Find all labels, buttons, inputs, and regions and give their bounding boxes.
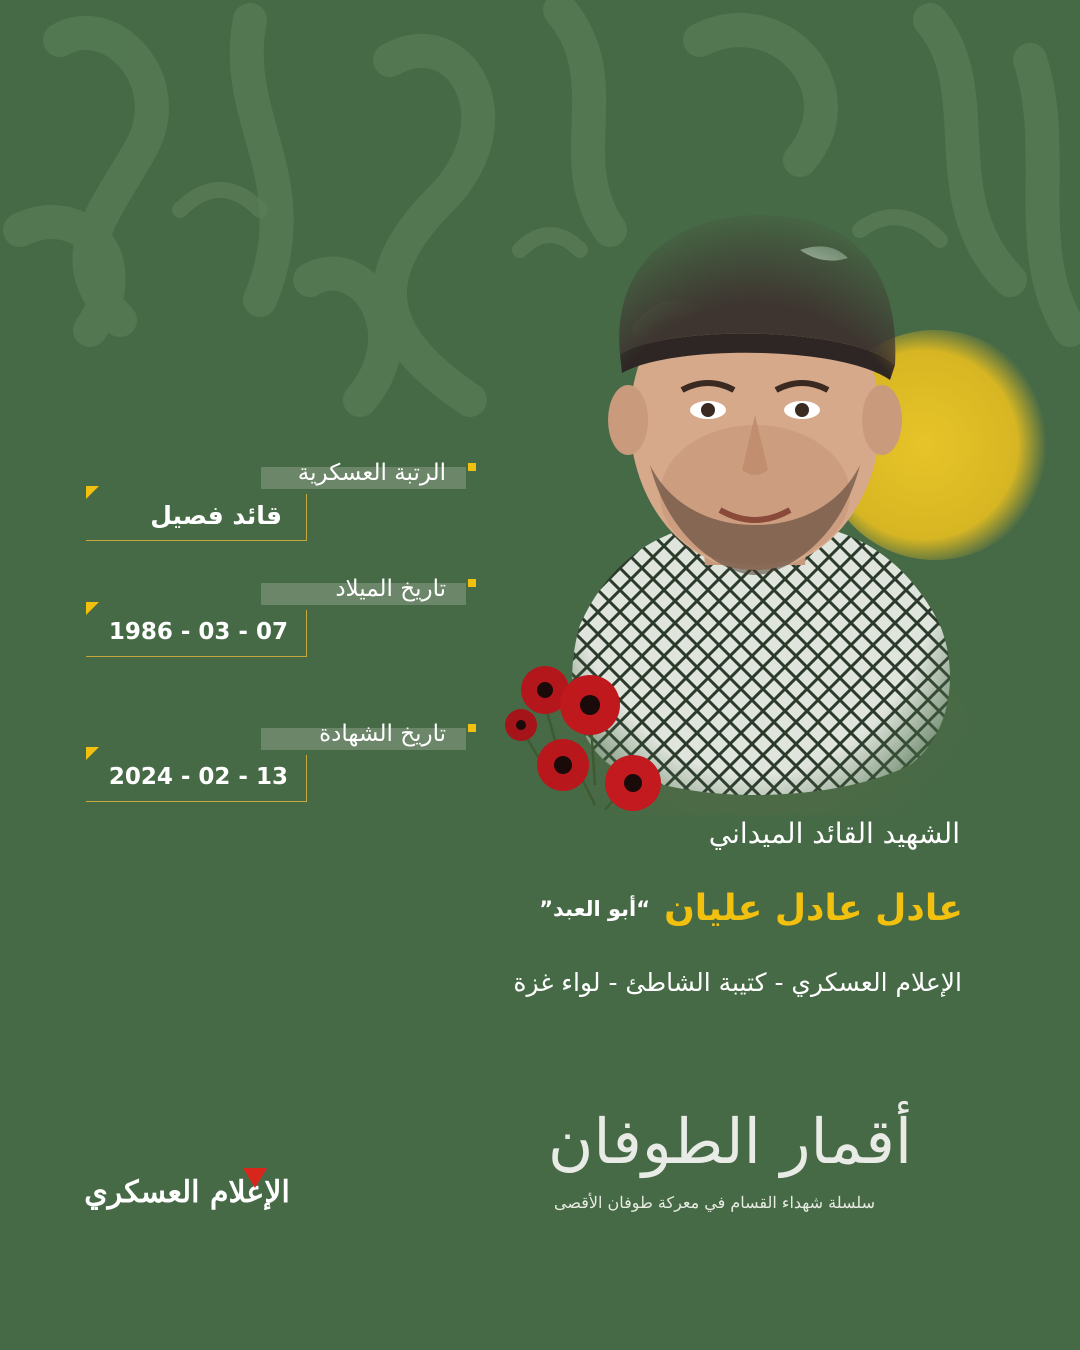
name-row xyxy=(539,888,963,929)
value-corner-triangle xyxy=(86,602,99,615)
martyr-name: عادل عادل عليان xyxy=(664,888,963,929)
value-box xyxy=(86,610,307,657)
info-birth xyxy=(86,576,476,683)
info-martyrdom xyxy=(86,721,476,828)
label-bullet xyxy=(468,724,476,732)
nickname: “أبو العبد” xyxy=(539,897,651,921)
poppy-flowers xyxy=(495,655,680,820)
martyrdom-label: تاريخ الشهادة xyxy=(319,721,446,747)
label-bullet xyxy=(468,463,476,471)
rank-label: الرتبة العسكرية xyxy=(297,460,446,486)
value-corner-triangle xyxy=(86,486,99,499)
unit-line: الإعلام العسكري - كتيبة الشاطئ - لواء غزة xyxy=(513,968,962,997)
value-box xyxy=(86,755,307,802)
value-corner-triangle xyxy=(86,747,99,760)
birth-label: تاريخ الميلاد xyxy=(335,576,446,602)
rank-value: قائد فصيل xyxy=(150,501,282,530)
birth-date: 07 - 03 - 1986 xyxy=(108,619,288,645)
info-rank xyxy=(86,460,476,567)
series-title: أقمار الطوفان xyxy=(547,1105,913,1178)
martyrdom-date: 13 - 02 - 2024 xyxy=(108,764,288,790)
value-box xyxy=(86,494,307,541)
title-subtitle: الشهيد القائد الميداني xyxy=(708,817,960,850)
series-subtitle: سلسلة شهداء القسام في معركة طوفان الأقصى xyxy=(554,1193,875,1212)
logo-red-triangle xyxy=(243,1168,267,1188)
label-bullet xyxy=(468,579,476,587)
logo-text: الإعلام العسكري xyxy=(84,1175,290,1210)
series-title-logo xyxy=(547,1068,913,1188)
